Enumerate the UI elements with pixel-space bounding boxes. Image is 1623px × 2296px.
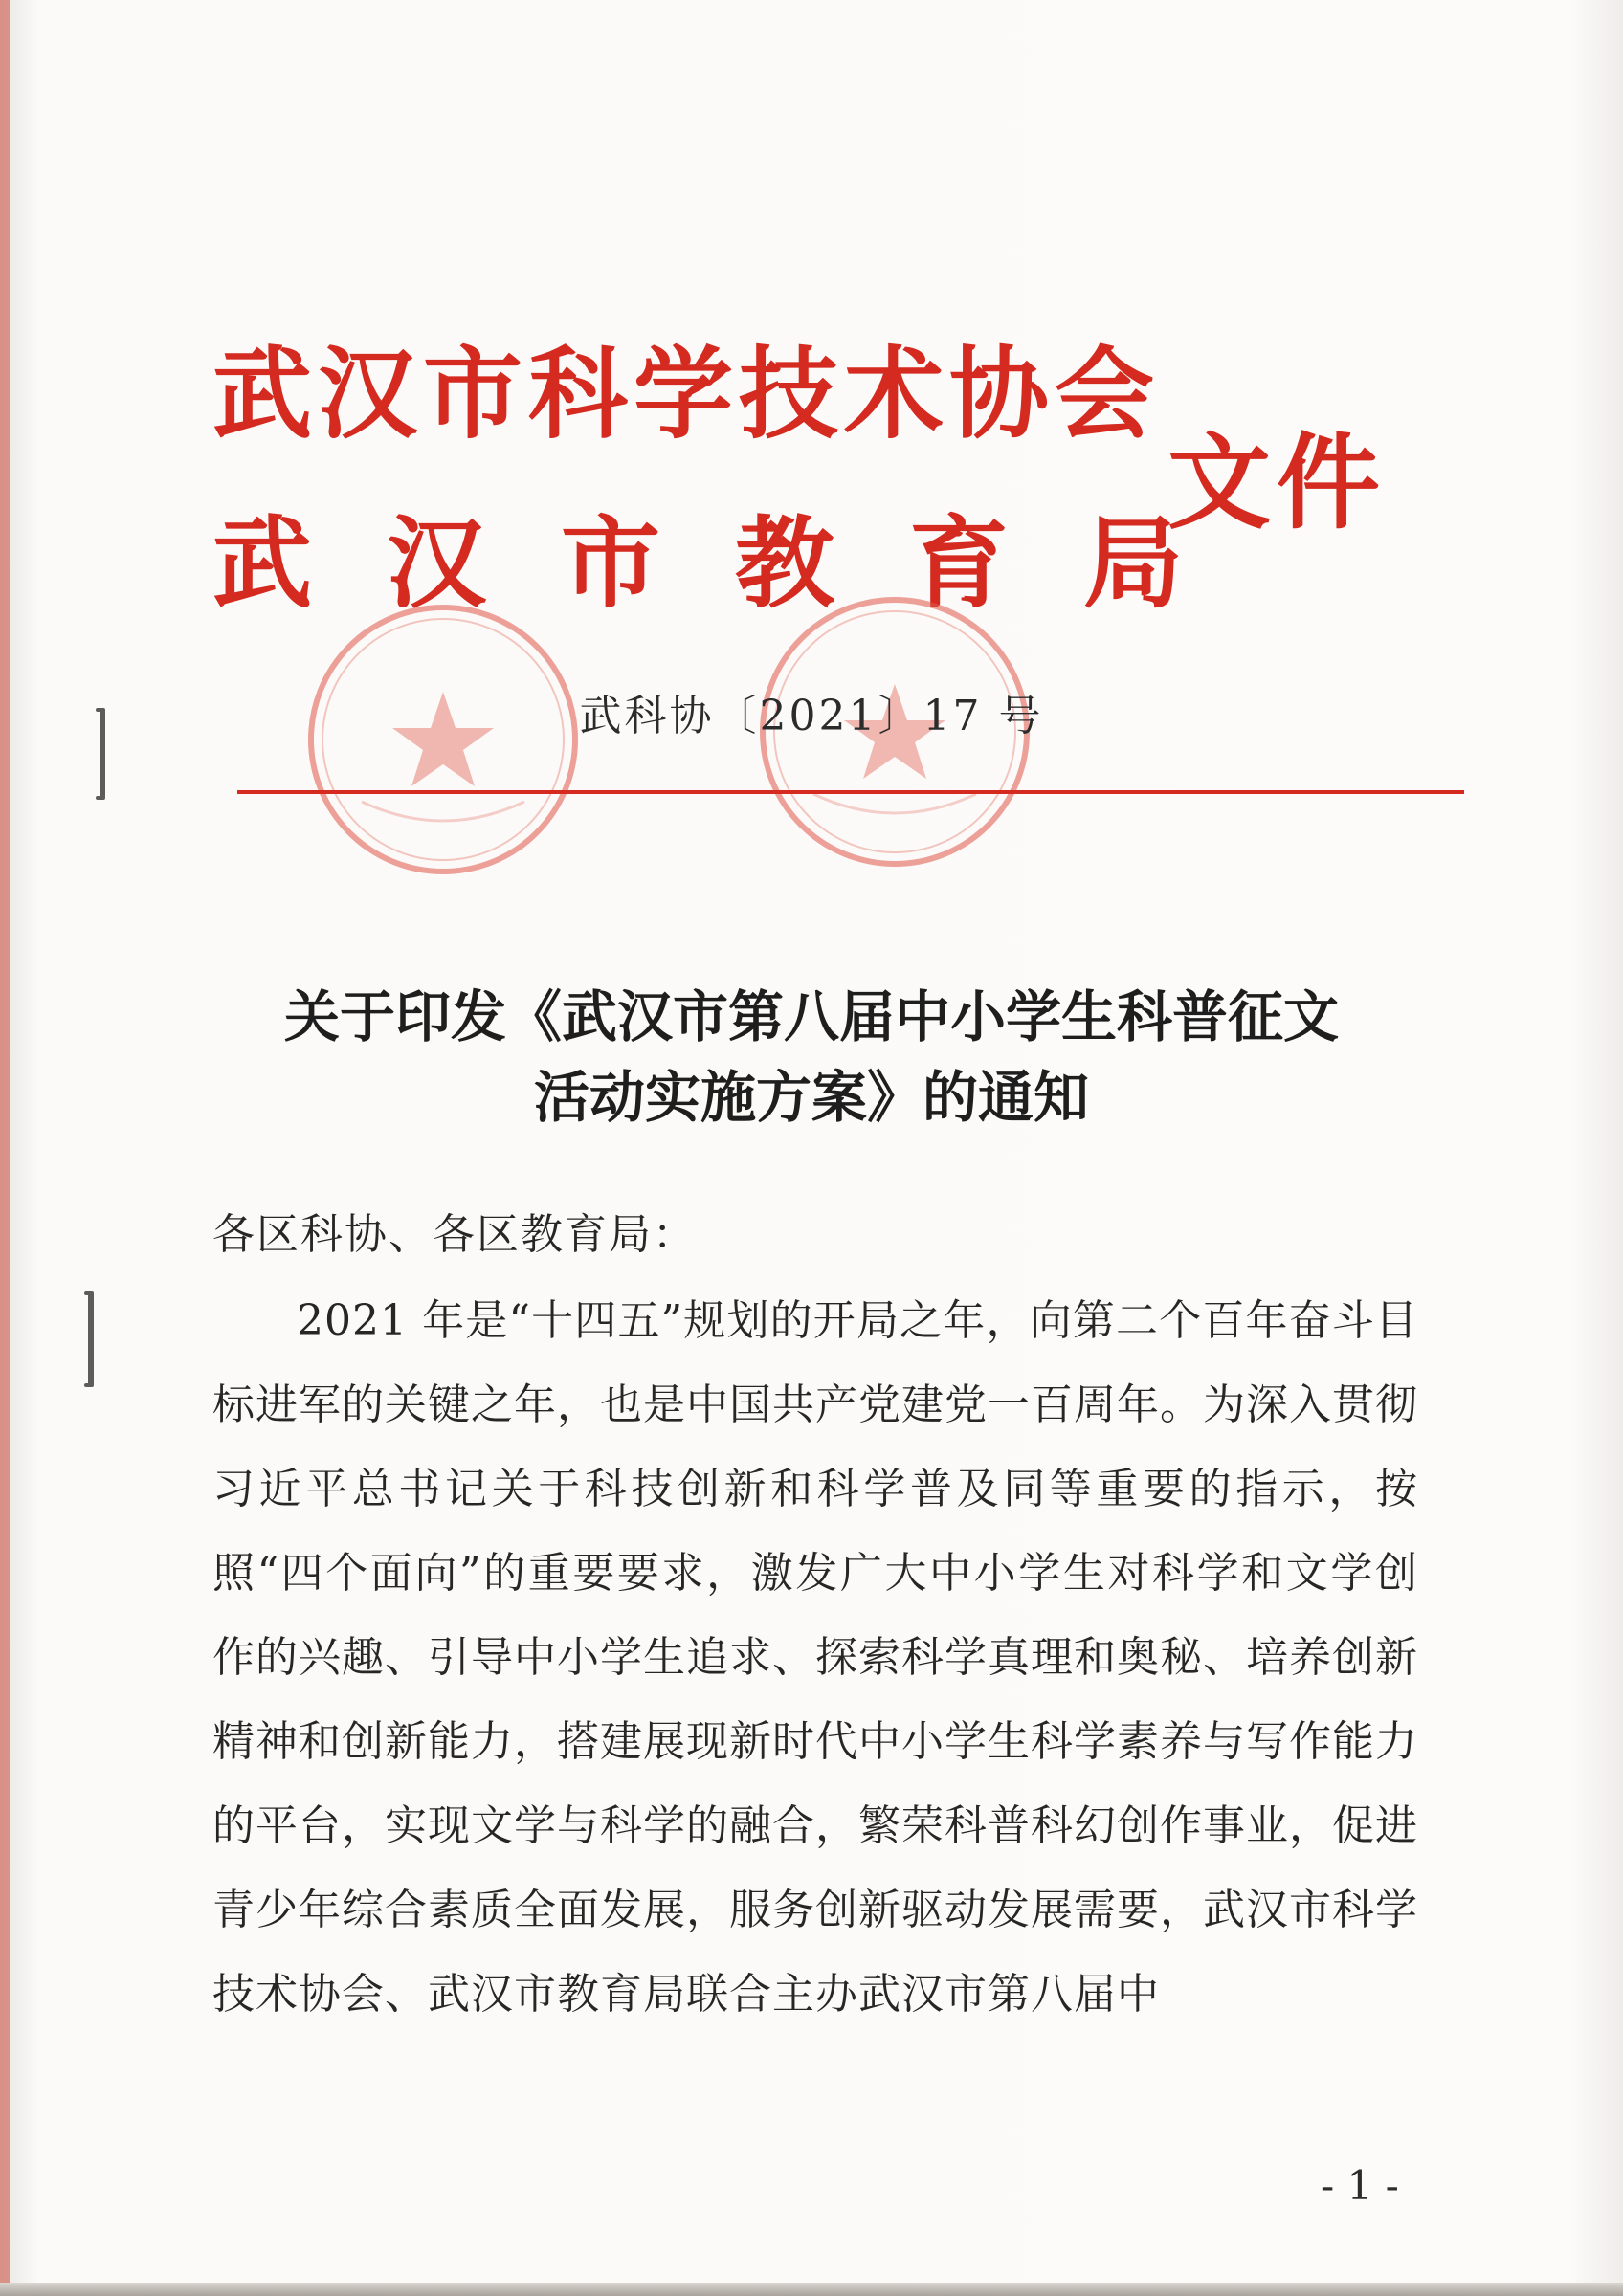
body-paragraph: 2021 年是“十四五”规划的开局之年，向第二个百年奋斗目标进军的关键之年，也是中国共产党建党一百周年。为深入贯彻习近平总书记关于科技创新和科学普及同等重要的指示，按照“四个面向”的重要要求，激发广大中小学生对科学和文学创作的兴趣、引导中小学生追求、探索科学真理和奥秘、培养创新精神和创新能力，搭建展现新时代中小学生科学素养与写作能力的平台，实现文学与科学的融合，繁荣科普科幻创作事业，促进青少年综合素质全面发展，服务创新驱动发展需要，武汉市科学技术协会、武汉市教育局联合主办武汉市第八届中 [212, 1296, 1418, 2019]
notice-title-line1: 关于印发《武汉市第八届中小学生科普征文 [283, 984, 1339, 1049]
salutation: 各区科协、各区教育局： [212, 1210, 697, 1259]
page-edge-bottom [0, 2283, 1623, 2296]
document-label: 文件 [1167, 424, 1387, 543]
red-divider [237, 790, 1464, 794]
issuer-education-bureau: 武汉市教育局 [212, 505, 1258, 622]
page-edge-left [0, 0, 10, 2296]
document-number: 武科协〔2021〕17 号 [579, 692, 1044, 740]
staple-bottom [88, 1292, 94, 1387]
notice-title-line2: 活动实施方案》的通知 [533, 1065, 1089, 1130]
issuer-science-association: 武汉市科学技术协会 [212, 336, 1161, 453]
page-number: - 1 - [1321, 2162, 1399, 2209]
